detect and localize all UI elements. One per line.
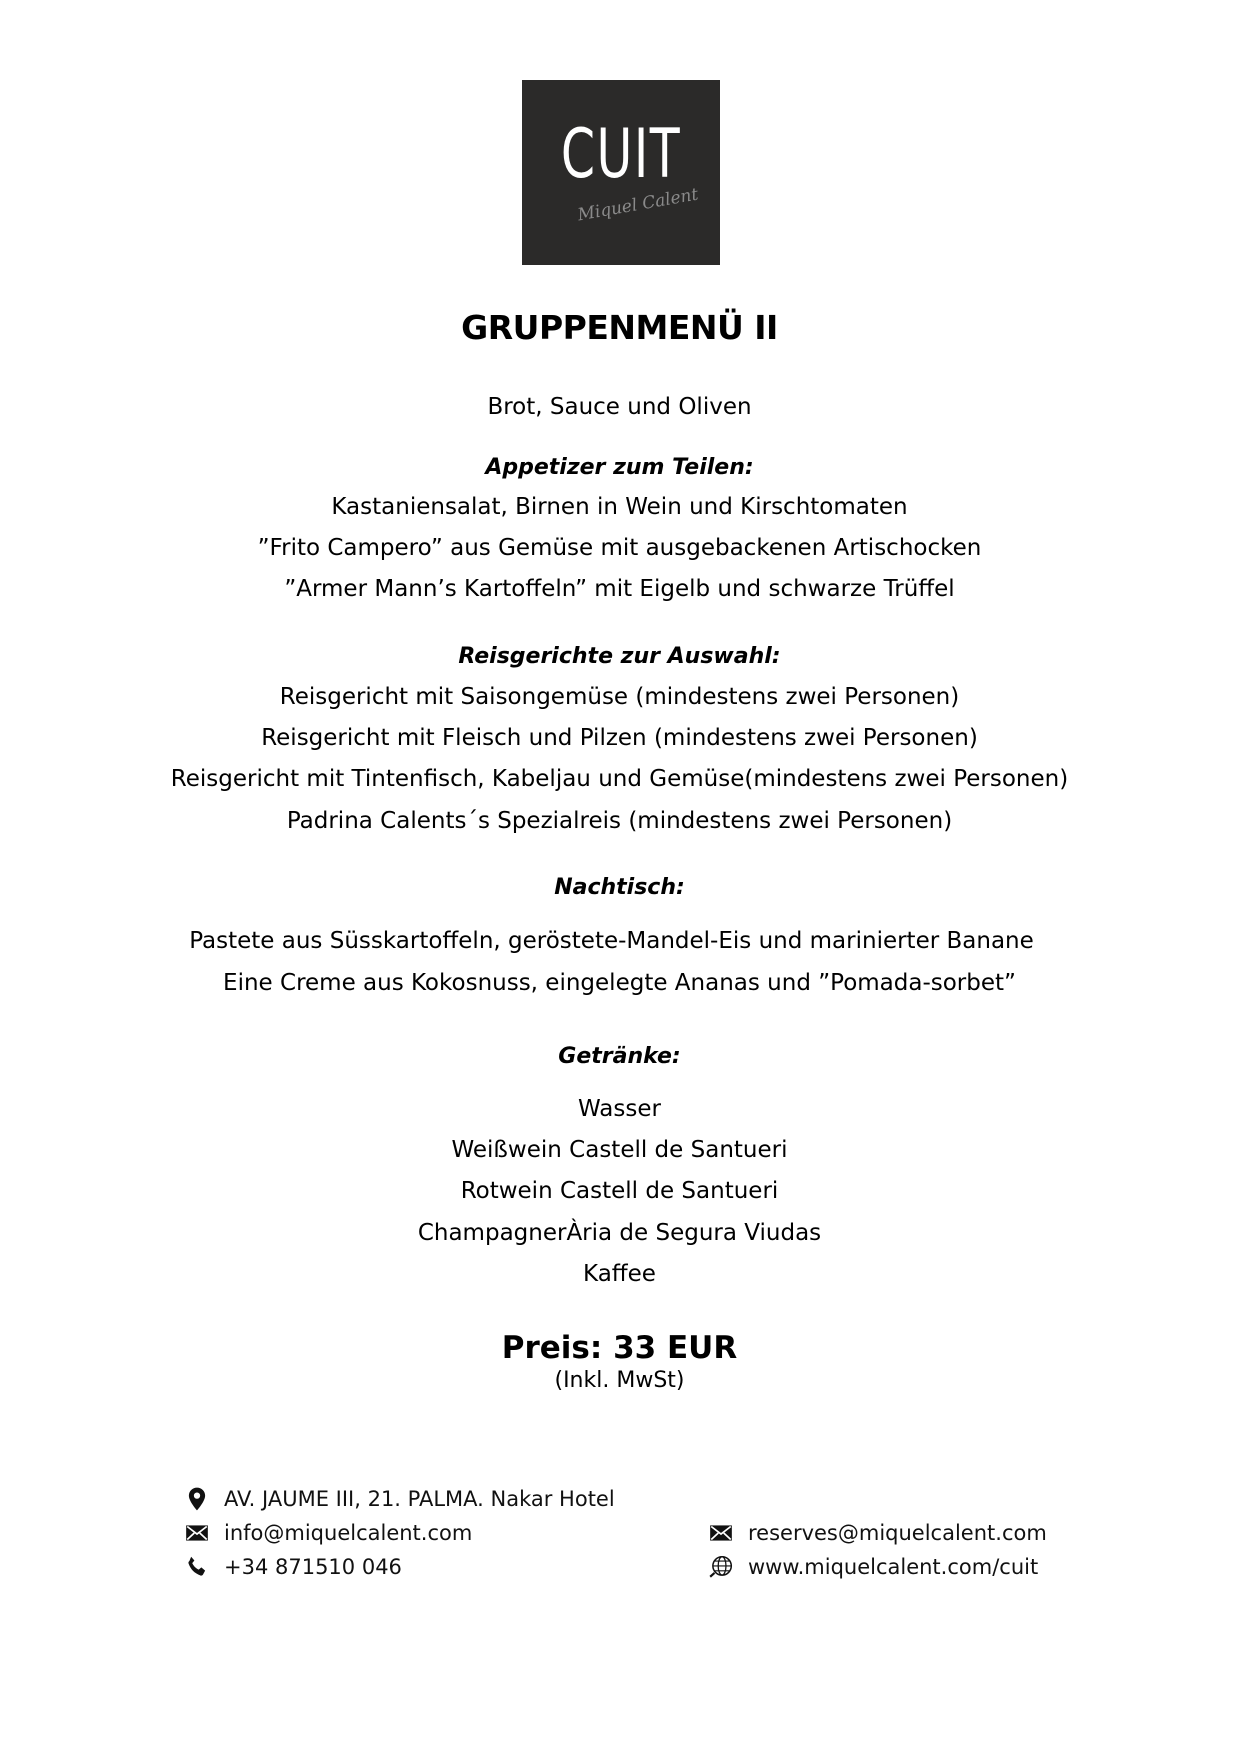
email-reserves-row[interactable] [708,1518,1047,1548]
menu-item: Eine Creme aus Kokosnuss, eingelegte Ananas und ”Pomada-sorbet” [223,970,1016,996]
phone-icon [184,1554,210,1580]
section-heading-appetizer: Appetizer zum Teilen: [485,455,754,480]
section-heading-rice: Reisgerichte zur Auswahl: [458,644,781,669]
phone-row[interactable] [184,1552,402,1582]
menu-item: ChampagnerÀria de Segura Viudas [417,1220,822,1246]
logo-wordmark: CUIT [560,115,682,194]
email-reserves-link[interactable]: reserves@miquelcalent.com [748,1521,1047,1545]
menu-item: ”Armer Mann’s Kartoffeln” mit Eigelb und schwarze Trüffel [284,576,955,602]
logo-signature: Miquel Calent [576,184,700,226]
section-heading-drinks: Getränke: [558,1044,681,1069]
phone-number[interactable]: +34 871510 046 [224,1555,402,1579]
address-text: AV. JAUME III, 21. PALMA. Nakar Hotel [224,1487,615,1511]
menu-item: Reisgericht mit Tintenfisch, Kabeljau und Gemüse(mindestens zwei Personen) [170,766,1069,792]
menu-item: ”Frito Campero” aus Gemüse mit ausgebackenen Artischocken [257,535,982,561]
price-note: (Inkl. MwSt) [554,1368,685,1393]
menu-item: Weißwein Castell de Santueri [451,1137,788,1163]
section-heading-dessert: Nachtisch: [554,875,685,900]
menu-title: GRUPPENMENÜ II [461,308,778,347]
email-info-row[interactable] [184,1518,472,1548]
menu-item: Kaffee [583,1261,656,1287]
intro-line: Brot, Sauce und Oliven [487,394,752,420]
menu-item: Reisgericht mit Fleisch und Pilzen (mindestens zwei Personen) [261,725,978,751]
menu-item: Kastaniensalat, Birnen in Wein und Kirschtomaten [331,494,908,520]
address-row [184,1484,615,1514]
price-label: Preis: 33 EUR [501,1330,738,1366]
cuit-logo [522,80,720,265]
menu-item: Wasser [578,1096,661,1122]
envelope-icon [708,1520,734,1546]
menu-item: Reisgericht mit Saisongemüse (mindestens zwei Personen) [279,684,960,710]
email-info-link[interactable]: info@miquelcalent.com [224,1521,473,1545]
globe-icon [708,1554,734,1580]
website-link[interactable]: www.miquelcalent.com/cuit [748,1555,1039,1579]
envelope-icon [184,1520,210,1546]
menu-item: Pastete aus Süsskartoffeln, geröstete-Mandel-Eis und marinierter Banane [189,928,1034,954]
website-row[interactable] [708,1552,1038,1582]
menu-item: Padrina Calents´s Spezialreis (mindestens zwei Personen) [286,808,953,834]
map-pin-icon [184,1486,210,1512]
menu-item: Rotwein Castell de Santueri [460,1178,779,1204]
